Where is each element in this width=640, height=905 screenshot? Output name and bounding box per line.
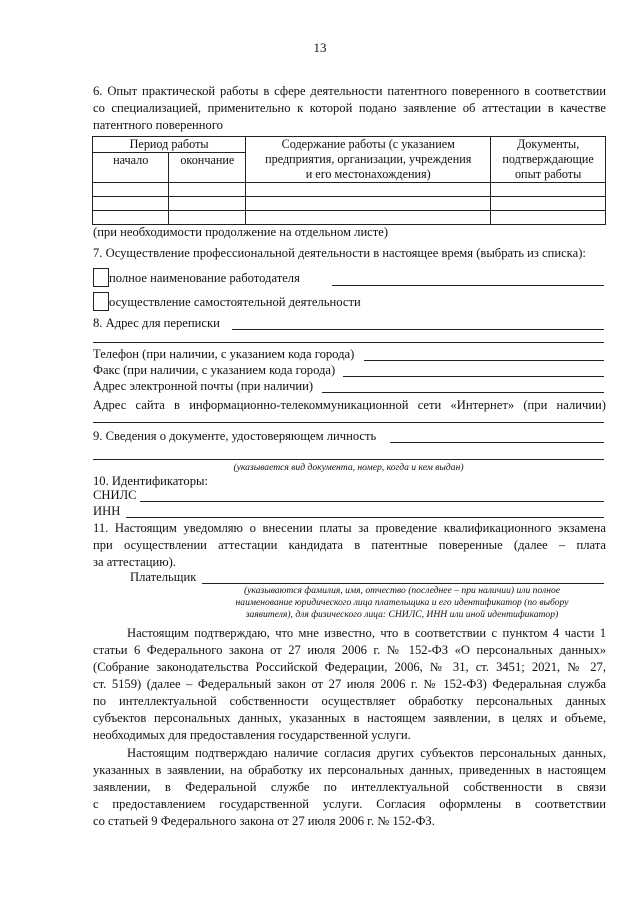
section-6-heading [93, 83, 606, 134]
table-row [93, 183, 606, 197]
email-field[interactable] [322, 392, 604, 393]
inn-label: ИНН [93, 504, 121, 518]
section-6-line: 6. Опыт практической работы в сфере деятельности патентного поверенного в соответствии [93, 84, 606, 98]
phone-label: Телефон (при наличии, с указанием кода города) [93, 347, 355, 361]
consent-1-line: по интеллектуальной собственности осуществляет обработку персональных данных [93, 694, 606, 708]
documents-header: Документы, подтверждающие опыт работы [491, 137, 606, 183]
section-10-title: 10. Идентификаторы: [93, 474, 208, 488]
consent-paragraph-1 [93, 625, 606, 744]
self-employed-checkbox[interactable] [93, 292, 109, 311]
website-label: Адрес сайта в информационно-телекоммуникационной сети «Интернет» (при наличии) [93, 398, 606, 412]
consent-1-line: ст. 5159) (далее – Федеральный закон от 27 июля 2006 г. № 152-ФЗ) Федеральная служба [93, 677, 606, 691]
consent-paragraph-2 [93, 745, 606, 830]
self-employed-option-label: осуществление самостоятельной деятельности [109, 295, 361, 309]
consent-2-line: с предоставлением государственной услуги. Согласия оформлены в соответствии [93, 797, 606, 811]
consent-2-line: со статьей 9 Федерального закона от 27 июля 2006 г. № 152-ФЗ. [93, 814, 435, 828]
section-11-line: при осуществлении аттестации кандидата в патентные поверенные (далее – плата [93, 538, 606, 552]
section-6-line: со специализацией, применительно к которой подано заявление об аттестации в качестве [93, 101, 606, 115]
inn-field[interactable] [126, 517, 604, 518]
content-header: Содержание работы (с указанием предприятия, организации, учреждения и его местонахождения) [246, 137, 491, 183]
consent-1-line: (Собрание законодательства Российской Федерации, 2006, № 31, ст. 3451; 2021, № 27, [93, 660, 606, 674]
continuation-note: (при необходимости продолжение на отдельном листе) [93, 225, 389, 239]
payer-field[interactable] [202, 583, 604, 584]
identity-document-hint: (указывается вид документа, номер, когда и кем выдан) [233, 462, 464, 473]
consent-2-line: заявлении, в Федеральной службе по интеллектуальной собственности в связи [93, 780, 606, 794]
page-number: 13 [313, 40, 327, 55]
mailing-address-field[interactable] [232, 329, 604, 330]
section-11-text [93, 520, 606, 571]
phone-field[interactable] [364, 360, 604, 361]
identity-document-field-2[interactable] [93, 459, 604, 460]
consent-1-line: необходимых для предоставления государственной услуги. [93, 728, 411, 742]
section-11-line: 11. Настоящим уведомляю о внесении платы за проведение квалификационного экзамена [93, 521, 606, 535]
section-8-title: 8. Адрес для переписки [93, 316, 220, 330]
employer-option-label: полное наименование работодателя [109, 271, 300, 285]
website-field[interactable] [93, 422, 604, 423]
consent-1-line: Настоящим подтверждаю, что мне известно, что в соответствии с пунктом 4 части 1 [127, 626, 606, 640]
mailing-address-field-2[interactable] [93, 342, 604, 343]
consent-2-line: Настоящим подтверждаю наличие согласия других субъектов персональных данных, [127, 746, 606, 760]
payer-label: Плательщик [130, 570, 197, 584]
table-row [93, 211, 606, 225]
consent-1-line: статьи 6 Федерального закона от 27 июля 2006 г. № 152-ФЗ «О персональных данных» [93, 643, 606, 657]
period-header: Период работы [93, 137, 246, 153]
employer-checkbox[interactable] [93, 268, 109, 287]
consent-1-line: субъектов персональных данных, указанных в настоящем заявлении, в целях и объеме, [93, 711, 606, 725]
end-date-header: окончание [169, 153, 246, 183]
section-11-line: за аттестацию). [93, 555, 176, 569]
consent-2-line: указанных в заявлении, на обработку их персональных данных, приведенных в настоящем [93, 763, 606, 777]
payer-hint: (указываются фамилия, имя, отчество (последнее – при наличии) или полное наименование юридического лица плательщика и его идентификатор (по выбору заявителя), для физического лица: СНИЛС, ИНН или иной идентификатор) [235, 585, 569, 620]
fax-field[interactable] [343, 376, 604, 377]
fax-label: Факс (при наличии, с указанием кода города) [93, 363, 336, 377]
employer-field[interactable] [332, 285, 604, 286]
work-experience-table [92, 136, 606, 225]
section-6-line: патентного поверенного [93, 118, 223, 132]
email-label: Адрес электронной почты (при наличии) [93, 379, 314, 393]
snils-field[interactable] [140, 501, 604, 502]
section-9-title: 9. Сведения о документе, удостоверяющем личность [93, 429, 377, 443]
start-date-header: начало [93, 153, 169, 183]
identity-document-field[interactable] [390, 442, 604, 443]
section-7-title: 7. Осуществление профессиональной деятельности в настоящее время (выбрать из списка): [93, 246, 586, 260]
snils-label: СНИЛС [93, 488, 137, 502]
table-row [93, 197, 606, 211]
